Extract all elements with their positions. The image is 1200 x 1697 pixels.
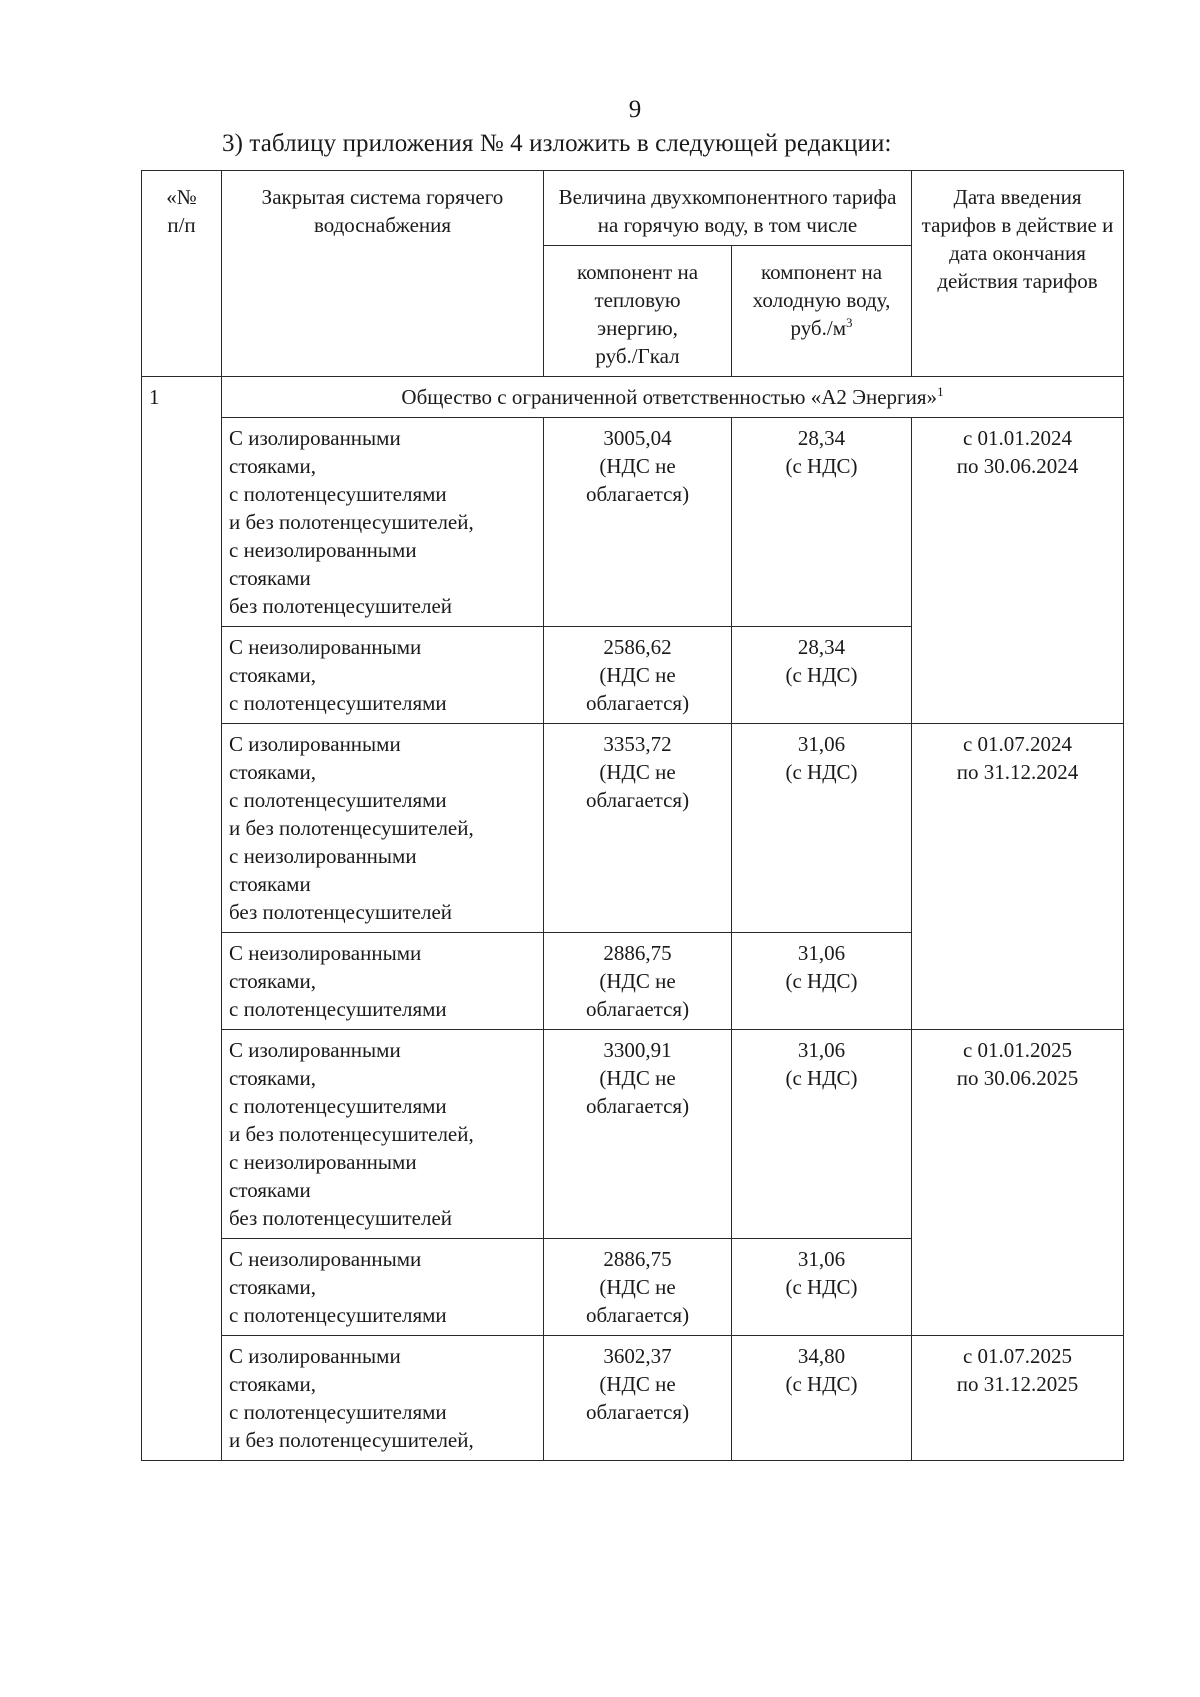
period-cell: с 01.07.2024 по 31.12.2024: [912, 724, 1124, 1030]
system-cell: С неизолированными стояками, с полотенцесушителями: [222, 1239, 544, 1336]
heat-cell: 2886,75 (НДС не облагается): [544, 1239, 732, 1336]
tariff-table: [141, 170, 1124, 1461]
heat-cell: 2586,62 (НДС не облагается): [544, 627, 732, 724]
table-row: [142, 1030, 1124, 1239]
cold-cell: 31,06 (с НДС): [732, 724, 912, 933]
system-cell: С изолированными стояками, с полотенцесушителями и без полотенцесушителей, с неизолированными стояками без полотенцесушителей: [222, 1030, 544, 1239]
header-heat-component: компонент на тепловую энергию, руб./Гкал: [544, 246, 732, 377]
system-cell: С изолированными стояками, с полотенцесушителями и без полотенцесушителей, с неизолированными стояками без полотенцесушителей: [222, 724, 544, 933]
unit-superscript: 3: [846, 315, 853, 330]
heat-cell: 2886,75 (НДС не облагается): [544, 933, 732, 1030]
intro-text: 3) таблицу приложения № 4 изложить в следующей редакции:: [222, 130, 892, 157]
company-name: Общество с ограниченной ответственностью «А2 Энергия»$^1$: [222, 377, 1124, 418]
period-cell: с 01.07.2025 по 31.12.2025: [912, 1336, 1124, 1461]
header-cold-component: компонент на холодную воду, $руб./м^3$: [732, 246, 912, 377]
system-cell: С неизолированными стояками, с полотенцесушителями: [222, 627, 544, 724]
heat-cell: 3353,72 (НДС не облагается): [544, 724, 732, 933]
cold-cell: 31,06 (с НДС): [732, 1030, 912, 1239]
row-number: 1: [142, 377, 222, 1461]
header-num: «№ п/п: [142, 171, 222, 377]
cold-cell: 31,06 (с НДС): [732, 933, 912, 1030]
cold-cell: 31,06 (с НДС): [732, 1239, 912, 1336]
header-system: Закрытая система горячего водоснабжения: [222, 171, 544, 377]
heat-cell: 3300,91 (НДС не облагается): [544, 1030, 732, 1239]
header-tariff: Величина двухкомпонентного тарифа на горячую воду, в том числе: [544, 171, 912, 246]
header-date: Дата введения тарифов в действие и дата окончания действия тарифов: [912, 171, 1124, 377]
table-row: [142, 418, 1124, 627]
footnote-marker: 1: [937, 384, 944, 399]
page-number: 9: [628, 96, 642, 123]
cold-cell: 28,34 (с НДС): [732, 418, 912, 627]
header-row: [142, 171, 1124, 246]
table-row: [142, 724, 1124, 933]
period-cell: с 01.01.2025 по 30.06.2025: [912, 1030, 1124, 1336]
heat-cell: 3602,37 (НДС не облагается): [544, 1336, 732, 1461]
system-cell: С изолированными стояками, с полотенцесушителями и без полотенцесушителей, с неизолированными стояками без полотенцесушителей: [222, 418, 544, 627]
cold-cell: 34,80 (с НДС): [732, 1336, 912, 1461]
system-cell: С изолированными стояками, с полотенцесушителями и без полотенцесушителей,: [222, 1336, 544, 1461]
period-cell: с 01.01.2024 по 30.06.2024: [912, 418, 1124, 724]
company-row: [142, 377, 1124, 418]
table-row: [142, 1336, 1124, 1461]
heat-cell: 3005,04 (НДС не облагается): [544, 418, 732, 627]
cold-cell: 28,34 (с НДС): [732, 627, 912, 724]
system-cell: С неизолированными стояками, с полотенцесушителями: [222, 933, 544, 1030]
